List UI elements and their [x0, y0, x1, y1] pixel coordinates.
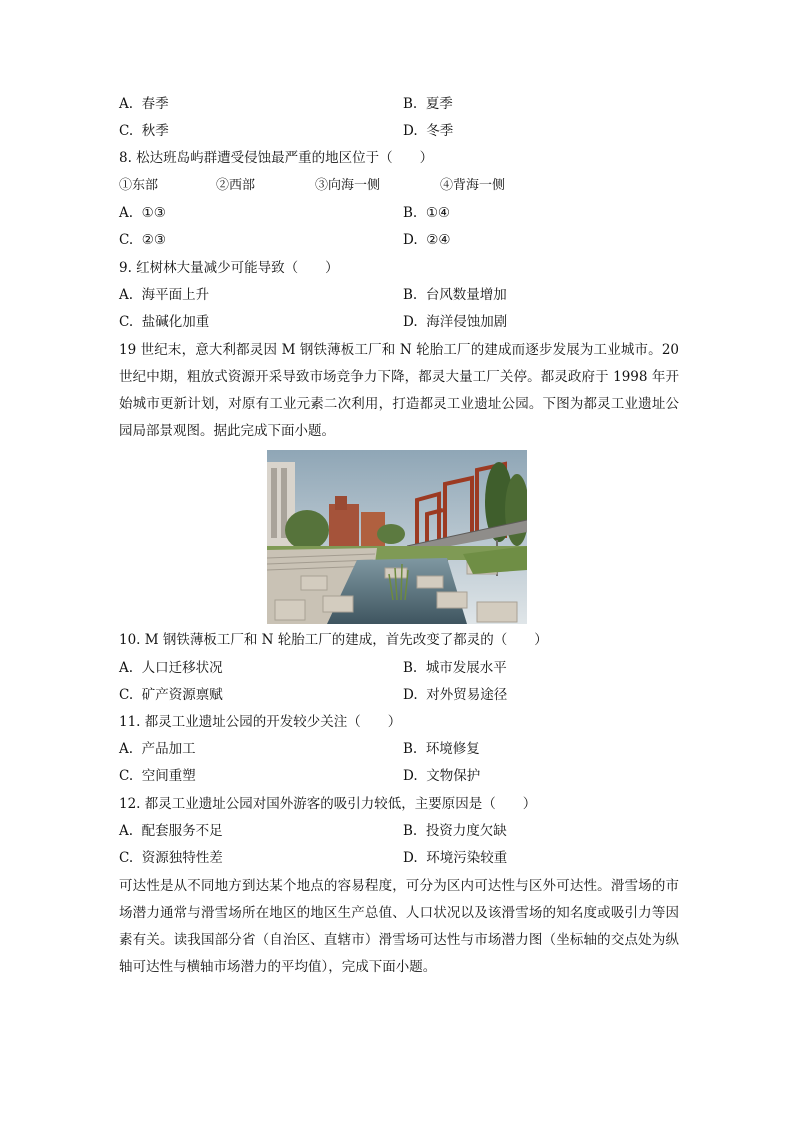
q10-stem: 10. M 钢铁薄板工厂和 N 轮胎工厂的建成，首先改变了都灵的（ ） — [119, 632, 548, 648]
q9-stem: 9. 红树林大量减少可能导致（ ） — [119, 260, 339, 276]
q8-subitem-2: ②西部 — [216, 178, 256, 193]
q9-option-a: A. 海平面上升 — [119, 287, 210, 303]
turin-park-photo-image — [267, 450, 527, 624]
q11-option-c: C. 空间重塑 — [119, 768, 196, 784]
q10-option-a: A. 人口迁移状况 — [119, 660, 223, 676]
q11-option-d: D. 文物保护 — [403, 768, 481, 784]
q7-option-d: D. 冬季 — [403, 123, 454, 139]
q7-option-c: C. 秋季 — [119, 123, 169, 139]
q8-stem: 8. 松达班岛屿群遭受侵蚀最严重的地区位于（ ） — [119, 150, 434, 166]
q12-stem: 12. 都灵工业遗址公园对国外游客的吸引力较低，主要原因是（ ） — [119, 796, 537, 812]
passage-turin: 19 世纪末，意大利都灵因 M 钢铁薄板工厂和 N 轮胎工厂的建成而逐步发展为工业城市。20 世纪中期，粗放式资源开采导致市场竞争力下降，都灵大量工厂关停。都灵政府于 1998 年开始城市更新计划，对原有工业元素二次利用，打造都灵工业遗址公园。下图为都灵工业遗址公园局部景观图。据此完成下面小题。 — [119, 342, 679, 439]
q12-option-b: B. 投资力度欠缺 — [403, 823, 507, 839]
q12-option-a: A. 配套服务不足 — [119, 823, 223, 839]
q10-option-b: B. 城市发展水平 — [403, 660, 507, 676]
q7-option-b: B. 夏季 — [403, 96, 453, 112]
turin-park-photo — [267, 450, 527, 624]
q11-option-b: B. 环境修复 — [403, 741, 480, 757]
q12-option-c: C. 资源独特性差 — [119, 850, 223, 866]
q7-option-a: A. 春季 — [119, 96, 169, 112]
q9-option-d: D. 海洋侵蚀加剧 — [403, 314, 508, 330]
q10-option-c: C. 矿产资源禀赋 — [119, 687, 223, 703]
q9-option-c: C. 盐碱化加重 — [119, 314, 210, 330]
q8-option-a: A. ①③ — [119, 205, 166, 221]
q10-option-d: D. 对外贸易途径 — [403, 687, 508, 703]
q8-subitem-4: ④背海一侧 — [440, 178, 506, 193]
q8-option-c: C. ②③ — [119, 232, 166, 248]
q8-option-d: D. ②④ — [403, 232, 451, 248]
q12-option-d: D. 环境污染较重 — [403, 850, 508, 866]
q9-option-b: B. 台风数量增加 — [403, 287, 507, 303]
q8-subitem-1: ①东部 — [119, 178, 159, 193]
q11-option-a: A. 产品加工 — [119, 741, 196, 757]
q8-subitem-3: ③向海一侧 — [315, 178, 381, 193]
passage-ski-resort: 可达性是从不同地方到达某个地点的容易程度，可分为区内可达性与区外可达性。滑雪场的市场潜力通常与滑雪场所在地区的地区生产总值、人口状况以及该滑雪场的知名度或吸引力等因素有关。读我国部分省（自治区、直辖市）滑雪场可达性与市场潜力图（坐标轴的交点处为纵轴可达性与横轴市场潜力的平均值），完成下面小题。 — [119, 878, 679, 975]
q11-stem: 11. 都灵工业遗址公园的开发较少关注（ ） — [119, 714, 402, 730]
q8-option-b: B. ①④ — [403, 205, 451, 221]
